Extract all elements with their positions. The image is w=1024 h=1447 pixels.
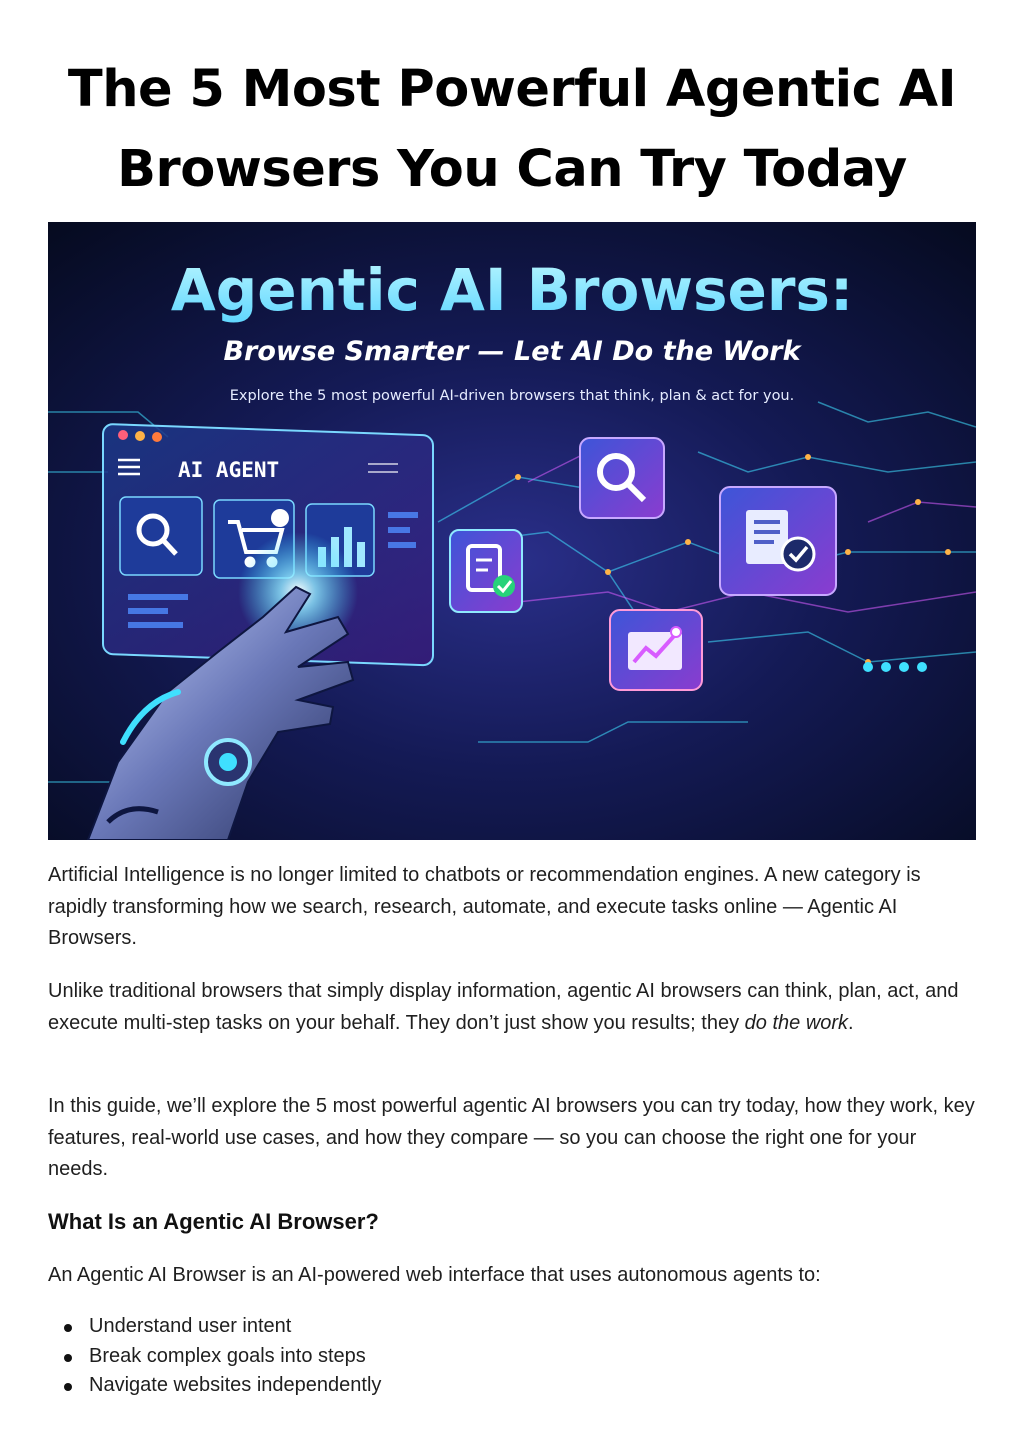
- title-line-1: The 5 Most Powerful Agentic AI: [67, 60, 957, 119]
- p2-text: Unlike traditional browsers that simply display information, agentic AI browsers can think, plan, act, and execute multi-step tasks on your behalf. They don’t just show you results; they: [48, 980, 959, 1034]
- trend-chart-icon: [628, 627, 682, 670]
- hero-caption: Explore the 5 most powerful AI-driven browsers that think, plan & act for you.: [229, 388, 795, 404]
- hero-image: [48, 222, 976, 840]
- section-paragraph: An Agentic AI Browser is an AI-powered web interface that uses autonomous agents to:: [48, 1264, 821, 1286]
- p2-end: .: [848, 1011, 854, 1034]
- search-card: [580, 438, 664, 518]
- document-card: [720, 487, 836, 595]
- list-item: Understand user intent: [48, 1312, 381, 1342]
- title-line-2: Browsers You Can Try Today: [117, 140, 907, 199]
- hero-subheadline: Browse Smarter — Let AI Do the Work: [223, 336, 801, 367]
- list-item: Break complex goals into steps: [48, 1342, 381, 1372]
- section-heading: What Is an Agentic AI Browser?: [48, 1209, 379, 1234]
- article-title: [0, 50, 1024, 210]
- panel-label: AI AGENT: [178, 458, 280, 482]
- trend-card: [610, 610, 702, 690]
- definition-paragraph: [48, 976, 980, 1039]
- p2-emphasis: do the work: [744, 1011, 849, 1034]
- list-item: Navigate websites independently: [48, 1371, 381, 1401]
- guide-paragraph: In this guide, we’ll explore the 5 most powerful agentic AI browsers you can try today, how they work, key features, real-world use cases, and how they compare — so you can choose the right one for your needs.: [48, 1095, 975, 1180]
- hero-headline: Agentic AI Browsers:: [170, 256, 854, 324]
- clipboard-card: [450, 530, 522, 612]
- intro-paragraph: Artificial Intelligence is no longer limited to chatbots or recommendation engines. A new category is rapidly transforming how we search, research, automate, and execute tasks online — Agentic AI Browsers.: [48, 864, 921, 949]
- bullet-list: [48, 1312, 381, 1401]
